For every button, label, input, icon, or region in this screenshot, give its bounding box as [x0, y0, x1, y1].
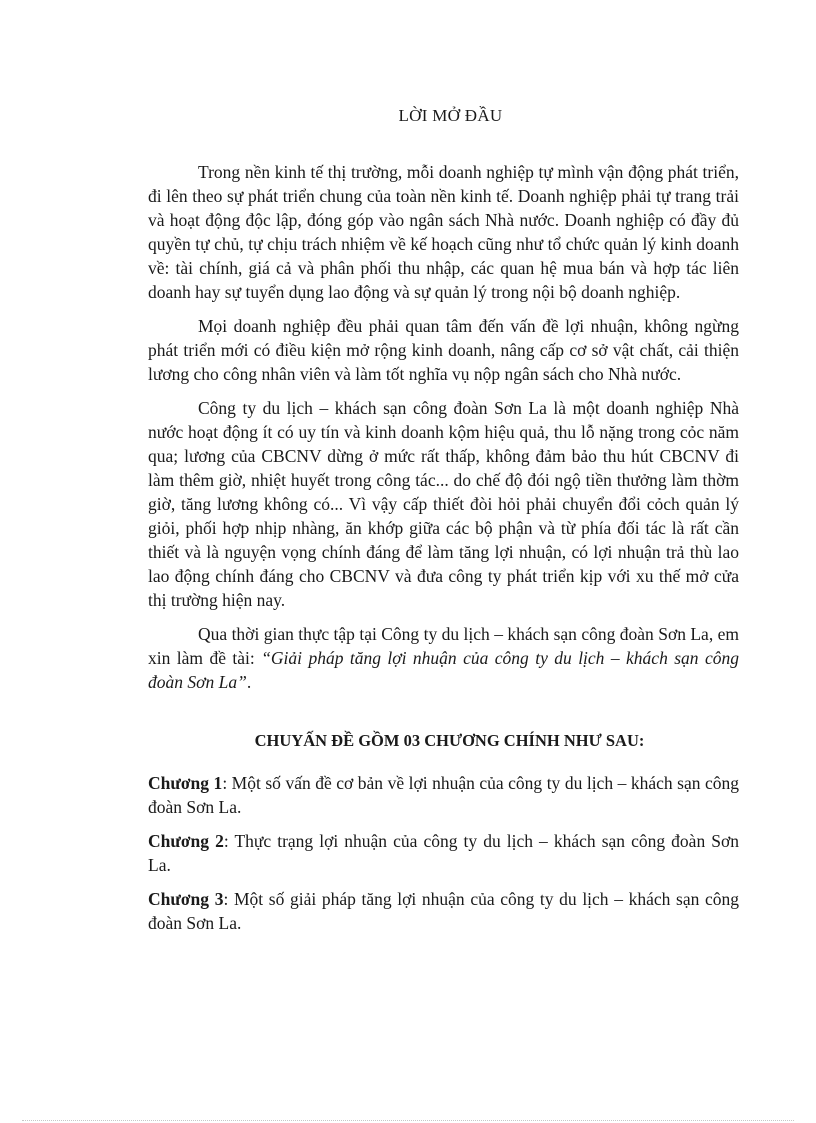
chapter-text: : Một số giải pháp tăng lợi nhuận của công ty du lịch – khách sạn công đoàn Sơn La. — [148, 889, 740, 933]
chapter-text: : Một số vấn đề cơ bản về lợi nhuận của công ty du lịch – khách sạn công đoàn Sơn La. — [148, 773, 740, 817]
chapter-item — [148, 887, 739, 935]
chapter-label: Chương 3 — [148, 889, 224, 909]
topic-end: . — [246, 672, 252, 692]
chapter-label: Chương 2 — [148, 831, 224, 851]
topic-intro-text: Qua thời gian thực tập tại Công ty du lịch – khách sạn công đoàn Sơn La, em xin làm đề tài: — [148, 624, 739, 668]
paragraph-topic — [148, 622, 739, 694]
chapter-label: Chương 1 — [148, 773, 223, 793]
section-heading: CHUYẤN ĐỀ GỒM 03 CHƯƠNG CHÍNH NHƯ SAU: — [254, 731, 645, 750]
page-bottom-divider — [22, 1120, 794, 1121]
chapter-text: : Thực trạng lợi nhuận của công ty du lịch – khách sạn công đoàn Sơn La. — [148, 831, 739, 875]
paragraph-intro: Trong nền kinh tế thị trường, mỗi doanh nghiệp tự mình vận động phát triển, đi lên theo sự phát triển chung của toàn nền kinh tế. Doanh nghiệp phải tự trang trải và hoạt động độc lập, đóng góp vào ngân sách Nhà nước. Doanh nghiệp có đầy đủ quyền tự chủ, tự chịu trách nhiệm về kế hoạch cũng như tổ chức quản lý kinh doanh về: tài chính, giá cả và phân phối thu nhập, các quan hệ mua bán và hợp tác liên doanh hay sự tuyển dụng lao động và sự quản lý trong nội bộ doanh nghiệp. — [148, 162, 739, 302]
paragraph-profit: Mọi doanh nghiệp đều phải quan tâm đến vấn đề lợi nhuận, không ngừng phát triển mới có điều kiện mở rộng kinh doanh, nâng cấp cơ sở vật chất, cải thiện lương cho công nhân viên và làm tốt nghĩa vụ nộp ngân sách cho Nhà nước. — [148, 316, 739, 384]
document-page — [148, 104, 739, 945]
chapter-item — [148, 829, 739, 877]
chapter-item — [148, 771, 739, 819]
paragraph-company: Công ty du lịch – khách sạn công đoàn Sơn La là một doanh nghiệp Nhà nước hoạt động ít có uy tín và kinh doanh kộm hiệu quả, thu lỗ nặng trong cỏc năm qua; lương của CBCNV dừng ở mức rất thấp, không đảm bảo thu hút CBCNV đi làm thêm giờ, nhiệt huyết trong công tác... do chế độ đói ngộ tiền thưởng làm thờm giờ, tăng lương không có... Vì vậy cấp thiết đòi hỏi phải chuyển đổi cỏch quản lý giỏi, phối hợp nhịp nhàng, ăn khớp giữa các bộ phận và từ phía đối tác là rất cần thiết và là nguyện vọng chính đáng để làm tăng lợi nhuận, có lợi nhuận trả thù lao lao động chính đáng cho CBCNV và đưa công ty phát triển kịp với xu thế mở cửa thị trường hiện nay. — [148, 398, 739, 610]
document-title: LỜI MỞ ĐẦU — [398, 106, 503, 125]
topic-title: “Giải pháp tăng lợi nhuận của công ty du lịch – khách sạn công đoàn Sơn La” — [148, 648, 739, 692]
